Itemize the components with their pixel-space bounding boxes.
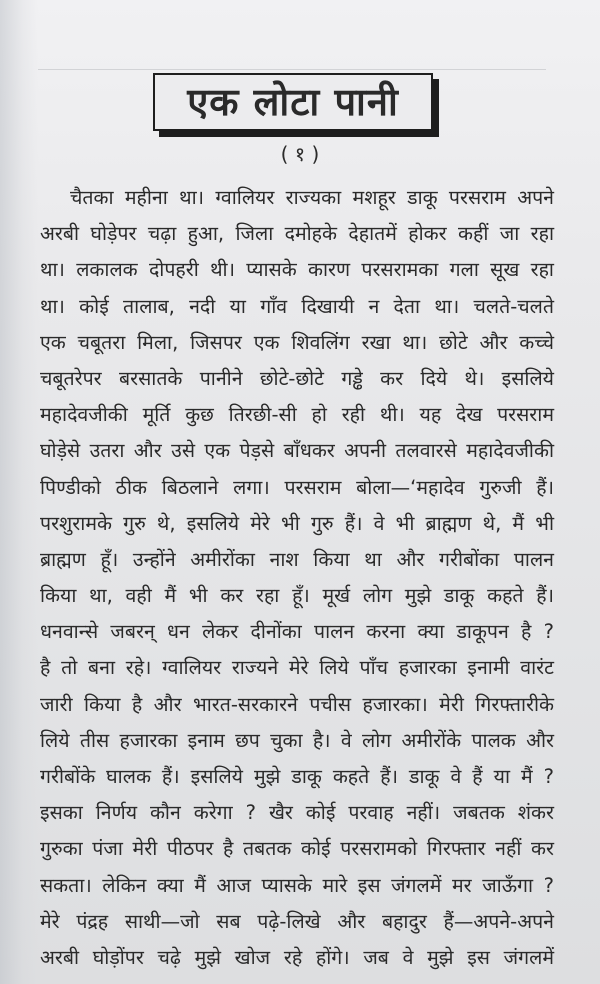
text-line: किया था, वही मैं भी कर रहा हूँ। मूर्ख लोग मुझे डाकू कहते हैं।	[40, 584, 554, 608]
text-line: था। लकालक दोपहरी थी। प्यासके कारण परसरामका गला सूख रहा	[40, 258, 554, 282]
text-line: अरबी घोड़ोंपर चढ़े मुझे खोज रहे होंगे। जब वे मुझे इस जंगलमें	[40, 945, 554, 969]
header-rule	[38, 69, 546, 70]
text-line: चबूतरेपर बरसातके पानीने छोटे-छोटे गड्ढे कर दिये थे। इसलिये	[40, 366, 554, 390]
title-box-frame	[153, 73, 433, 131]
text-line: था। कोई तालाब, नदी या गाँव दिखायी न देता था। चलते-चलते	[40, 294, 554, 318]
chapter-title-box	[153, 73, 433, 131]
body-text	[40, 180, 554, 976]
text-line: परशुरामके गुरु थे, इसलिये मेरे भी गुरु हैं। वे भी ब्राह्मण थे, मैं भी	[40, 511, 554, 535]
text-line: इसका निर्णय कौन करेगा ? खैर कोई परवाह नहीं। जबतक शंकर	[40, 801, 554, 825]
text-line: ब्राह्मण हूँ। उन्होंने अमीरोंका नाश किया था और गरीबोंका पालन	[40, 547, 554, 571]
text-line: जारी किया है और भारत-सरकारने पचीस हजारका। मेरी गिरफ्तारीके	[40, 692, 554, 716]
text-line: चैतका महीना था। ग्वालियर राज्यका मशहूर डाकू परसराम अपने	[70, 186, 554, 209]
text-line: अरबी घोड़ेपर चढ़ा हुआ, जिला दमोहके देहातमें होकर कहीं जा रहा	[40, 222, 554, 246]
text-line: पिण्डीको ठीक बिठलाने लगा। परसराम बोला—‘महादेव गुरुजी हैं।	[40, 475, 554, 499]
chapter-number: ( १ )	[280, 142, 320, 166]
text-line: महादेवजीकी मूर्ति कुछ तिरछी-सी हो रही थी। यह देख परसराम	[40, 403, 554, 427]
text-line: घोड़ेसे उतरा और उसे एक पेड़से बाँधकर अपनी तलवारसे महादेवजीकी	[40, 439, 554, 463]
text-line: धनवान्से जबरन् धन लेकर दीनोंका पालन करना क्या डाकूपन है ?	[40, 620, 554, 644]
text-line: मेरे पंद्रह साथी—जो सब पढ़े-लिखे और बहादुर हैं—अपने-अपने	[40, 909, 554, 933]
text-line: गुरुका पंजा मेरी पीठपर है तबतक कोई परसरामको गिरफ्तार नहीं कर	[40, 837, 554, 861]
text-line: एक चबूतरा मिला, जिसपर एक शिवलिंग रखा था। छोटे और कच्चे	[40, 330, 554, 354]
text-line: सकता। लेकिन क्या मैं आज प्यासके मारे इस जंगलमें मर जाऊँगा ?	[40, 873, 554, 897]
text-line: गरीबोंके घालक हैं। इसलिये मुझे डाकू कहते हैं। डाकू वे हैं या मैं ?	[40, 765, 554, 788]
chapter-title: एक लोटा पानी	[187, 80, 399, 124]
text-line: लिये तीस हजारका इनाम छप चुका है। वे लोग अमीरोंके पालक और	[40, 728, 554, 752]
text-line: है तो बना रहे। ग्वालियर राज्यने मेरे लिये पाँच हजारका इनामी वारंट	[40, 656, 554, 680]
